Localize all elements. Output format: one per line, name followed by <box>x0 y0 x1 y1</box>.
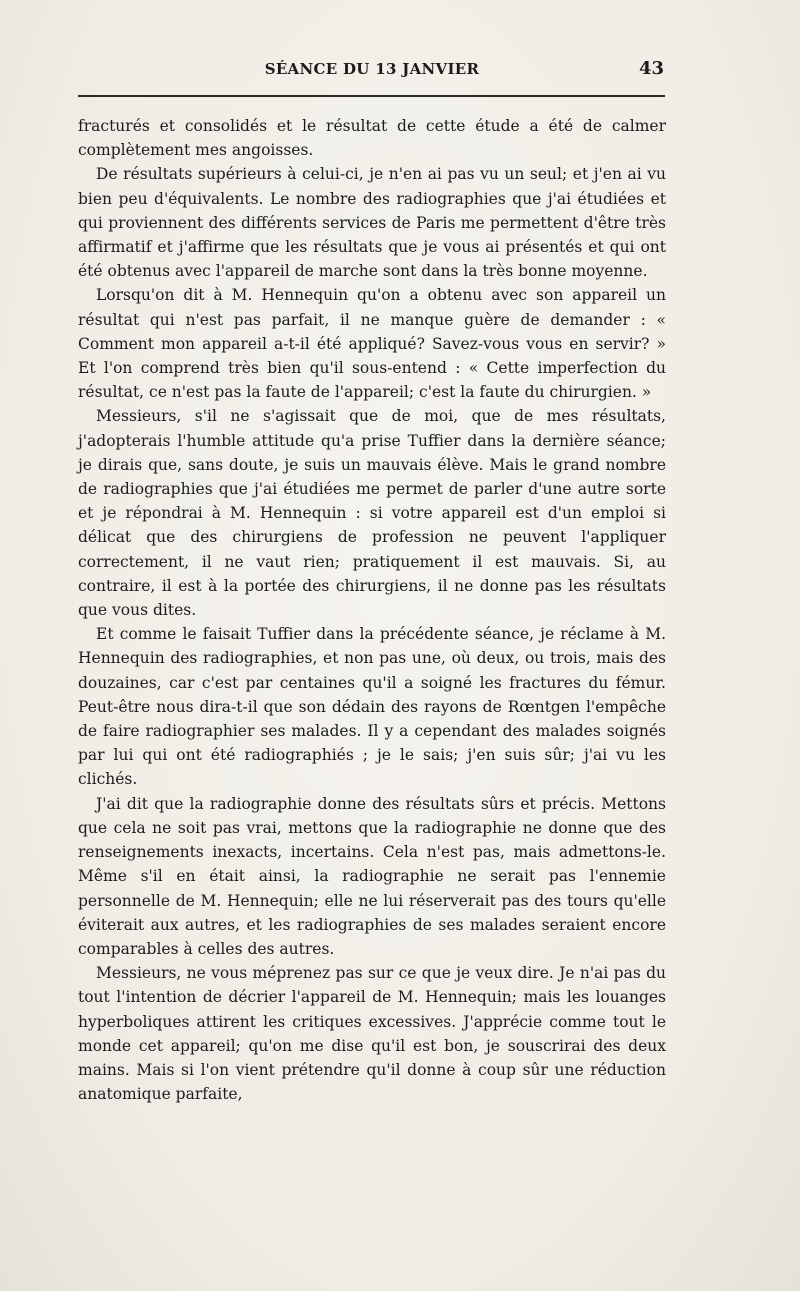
running-title: SÉANCE DU 13 JANVIER <box>264 60 480 78</box>
paragraph: Messieurs, ne vous méprenez pas sur ce que je veux dire. Je n'ai pas du tout l'intention de décrier l'appareil de M. Hennequin; mais les louanges hyperboliques attirent les critiques excessives. J'apprécie comme tout le monde cet appareil; qu'on me dise qu'il est bon, je souscrirai des deux mains. Mais si l'on vient prétendre qu'il donne à coup sûr une réduction anatomique parfaite, <box>78 964 666 1104</box>
body-text <box>78 114 666 1106</box>
paragraph: De résultats supérieurs à celui-ci, je n'en ai pas vu un seul; et j'en ai vu bien peu d'équivalents. Le nombre des radiographies que j'ai étudiées et qui proviennent des différents services de Paris me permettent d'être très affirmatif et j'affirme que les résultats que je vous ai présentés et qui ont été obtenus avec l'appareil de marche sont dans la très bonne moyenne. <box>78 165 666 281</box>
paragraph: Et comme le faisait Tuffier dans la précédente séance, je réclame à M. Hennequin des radiographies, et non pas une, où deux, ou trois, mais des douzaines, car c'est par centaines qu'il a soigné les fractures du fémur. Peut-être nous dira-t-il que son dédain des rayons de Rœntgen l'empêche de faire radiographier ses malades. Il y a cependant des malades soignés par lui qui ont été radiographiés ; je le sais; j'en suis sûr; j'ai vu les clichés. <box>78 625 666 789</box>
paragraph: fracturés et consolidés et le résultat de cette étude a été de calmer complètement mes angoisses. <box>78 117 666 160</box>
paragraph: Messieurs, s'il ne s'agissait que de moi, que de mes résultats, j'adopterais l'humble attitude qu'a prise Tuffier dans la dernière séance; je dirais que, sans doute, je suis un mauvais élève. Mais le grand nombre de radiographies que j'ai étudiées me permet de parler d'une autre sorte et je répondrai à M. Hennequin : si votre appareil est d'un emploi si délicat que des chirurgiens de profession ne peuvent l'appliquer correctement, il ne vaut rien; pratiquement il est mauvais. Si, au contraire, il est à la portée des chirurgiens, il ne donne pas les résultats que vous dites. <box>78 407 666 620</box>
page-header <box>78 58 666 84</box>
paragraph: Lorsqu'on dit à M. Hennequin qu'on a obtenu avec son appareil un résultat qui n'est pas parfait, il ne manque guère de demander : « Comment mon appareil a-t-il été appliqué? Savez-vous vous en servir? » Et l'on comprend très bien qu'il sous-entend : « Cette imperfection du résultat, ce n'est pas la faute de l'appareil; c'est la faute du chirurgien. » <box>78 286 666 402</box>
header-rule <box>78 95 665 97</box>
page-number: 43 <box>638 58 664 79</box>
paragraph: J'ai dit que la radiographie donne des résultats sûrs et précis. Mettons que cela ne soit pas vrai, mettons que la radiographie ne donne que des renseignements inexacts, incertains. Cela n'est pas, mais admettons-le. Même s'il en était ainsi, la radiographie ne serait pas l'ennemie personnelle de M. Hennequin; elle ne lui réserverait pas des tours qu'elle éviterait aux autres, et les radiographies de ses malades seraient encore comparables à celles des autres. <box>78 794 666 958</box>
